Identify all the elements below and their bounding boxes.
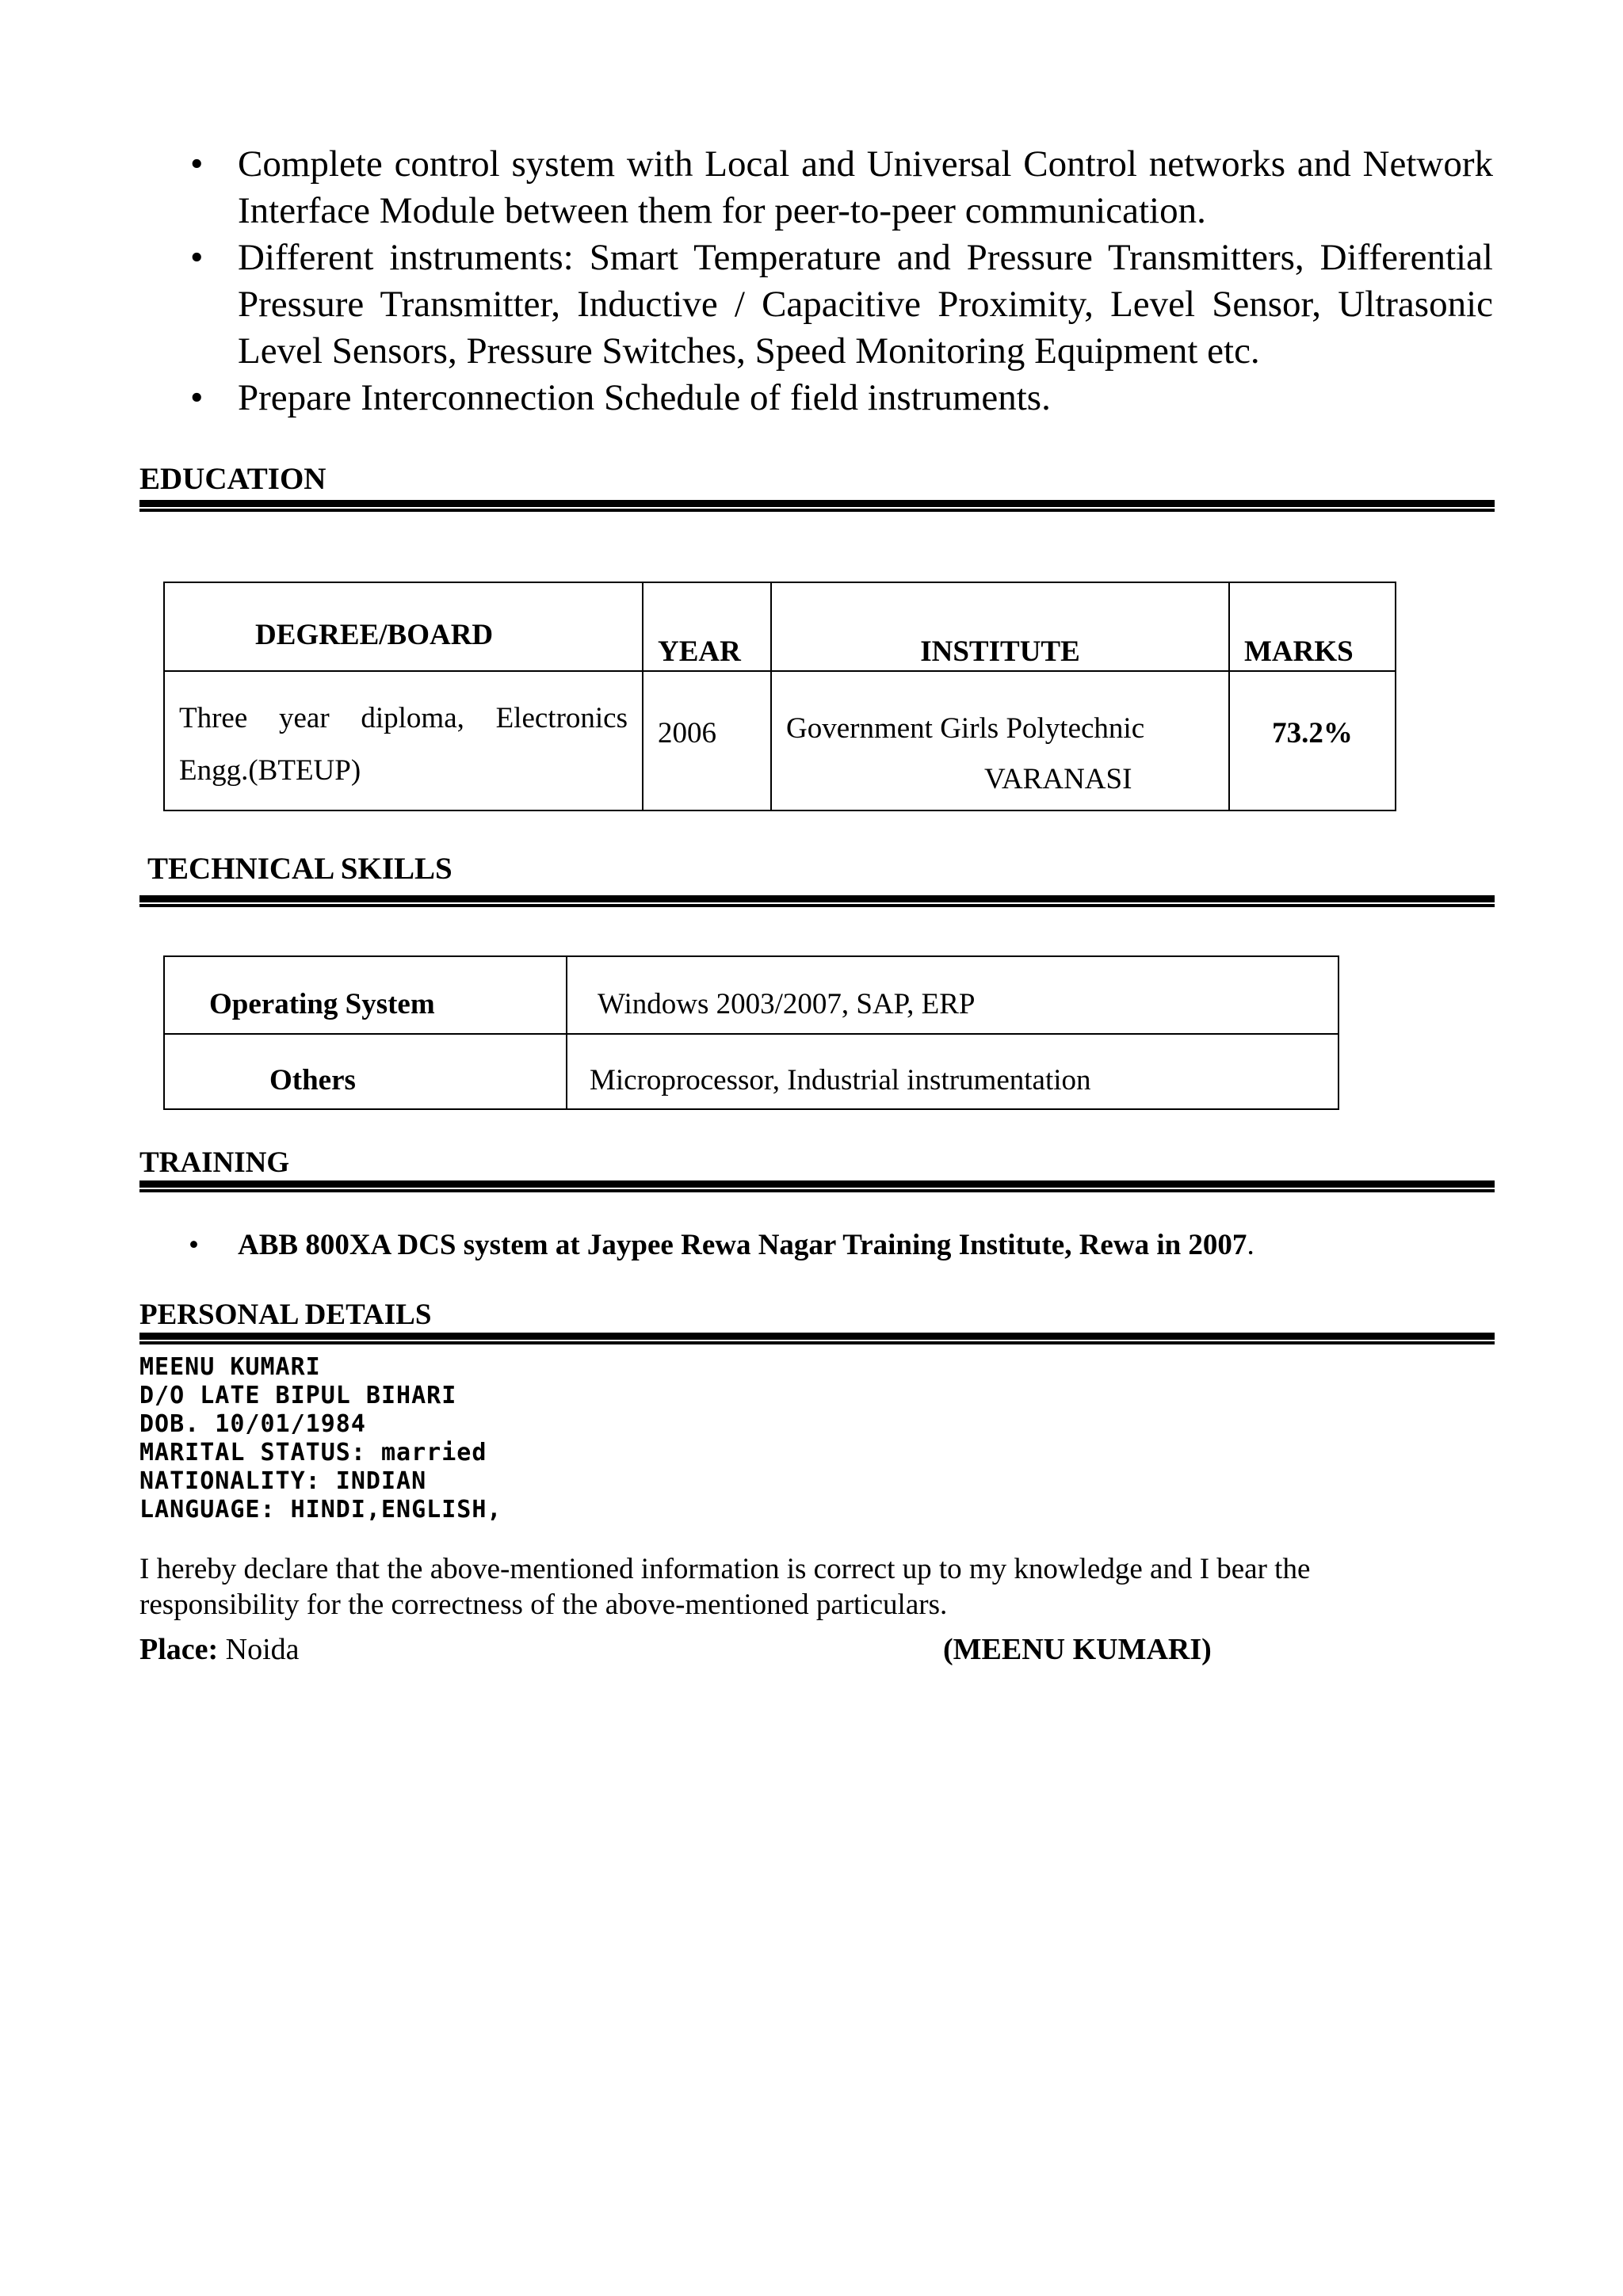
institute-cell — [771, 671, 1229, 810]
technical-skills-divider — [139, 895, 1495, 908]
training-heading: TRAINING — [139, 1146, 290, 1179]
year-header: YEAR — [643, 582, 771, 671]
skills-row — [164, 956, 1338, 1034]
intro-bullet-list — [190, 141, 1493, 421]
personal-details-heading: PERSONAL DETAILS — [139, 1299, 432, 1331]
education-heading: EDUCATION — [139, 462, 327, 496]
institute-city: VARANASI — [984, 763, 1132, 795]
training-divider — [139, 1180, 1495, 1193]
skills-row — [164, 1034, 1338, 1109]
intro-bullet-item: • Complete control system with Local and Universal Control networks and Network Interface Module between them for peer-to-peer communication. — [238, 141, 1493, 235]
personal-marital-status: MARITAL STATUS: married — [139, 1439, 487, 1466]
personal-dob: DOB. 10/01/1984 — [139, 1410, 366, 1438]
skill-label: Operating System — [164, 956, 567, 1034]
personal-language: LANGUAGE: HINDI,ENGLISH, — [139, 1496, 502, 1524]
personal-nationality: NATIONALITY: INDIAN — [139, 1467, 427, 1495]
education-row — [164, 671, 1396, 810]
education-divider — [139, 500, 1495, 513]
personal-parent: D/O LATE BIPUL BIHARI — [139, 1382, 457, 1409]
personal-details-block — [139, 1353, 502, 1524]
intro-bullet-item: • Different instruments: Smart Temperature and Pressure Transmitters, Differential Pressure Transmitter, Inductive / Capacitive Proximity, Level Sensor, Ultrasonic Level Sensors, Pressure Switches, Speed Monitoring Equipment etc. — [238, 235, 1493, 375]
intro-bullet-item: • Prepare Interconnection Schedule of field instruments. — [238, 375, 1493, 421]
bullet-icon: • — [190, 237, 204, 278]
marks-header: MARKS — [1229, 582, 1396, 671]
training-text: ABB 800XA DCS system at Jaypee Rewa Nagar Training Institute, Rewa in 2007 — [238, 1229, 1247, 1261]
skill-value: Windows 2003/2007, SAP, ERP — [567, 956, 1338, 1034]
institute-name: Government Girls Polytechnic — [786, 712, 1145, 745]
training-period: . — [1247, 1229, 1254, 1261]
place-label: Place: — [139, 1633, 219, 1666]
personal-details-divider — [139, 1333, 1495, 1345]
training-item — [189, 1228, 1254, 1262]
bullet-icon: • — [190, 377, 204, 418]
marks-cell: 73.2% — [1229, 671, 1396, 810]
place-value: Noida — [225, 1633, 300, 1666]
declaration-text: I hereby declare that the above-mentioned information is correct up to my knowledge and I bear the responsibility for the correctness of the above-mentioned particulars. — [139, 1553, 1311, 1621]
bullet-icon: • — [189, 1229, 199, 1261]
degree-header: DEGREE/BOARD — [164, 582, 643, 671]
year-cell: 2006 — [643, 671, 771, 810]
education-table — [163, 582, 1396, 811]
degree-cell: Three year diploma, Electronics Engg.(BTEUP) — [164, 671, 643, 810]
institute-header: INSTITUTE — [771, 582, 1229, 671]
place-line — [139, 1632, 300, 1667]
technical-skills-heading: TECHNICAL SKILLS — [147, 852, 453, 886]
education-header-row — [164, 582, 1396, 671]
technical-skills-table — [163, 955, 1339, 1110]
skill-label: Others — [164, 1034, 567, 1109]
personal-name: MEENU KUMARI — [139, 1353, 321, 1381]
skill-value: Microprocessor, Industrial instrumentation — [567, 1034, 1338, 1109]
signature: (MEENU KUMARI) — [943, 1633, 1212, 1666]
bullet-icon: • — [190, 143, 204, 185]
